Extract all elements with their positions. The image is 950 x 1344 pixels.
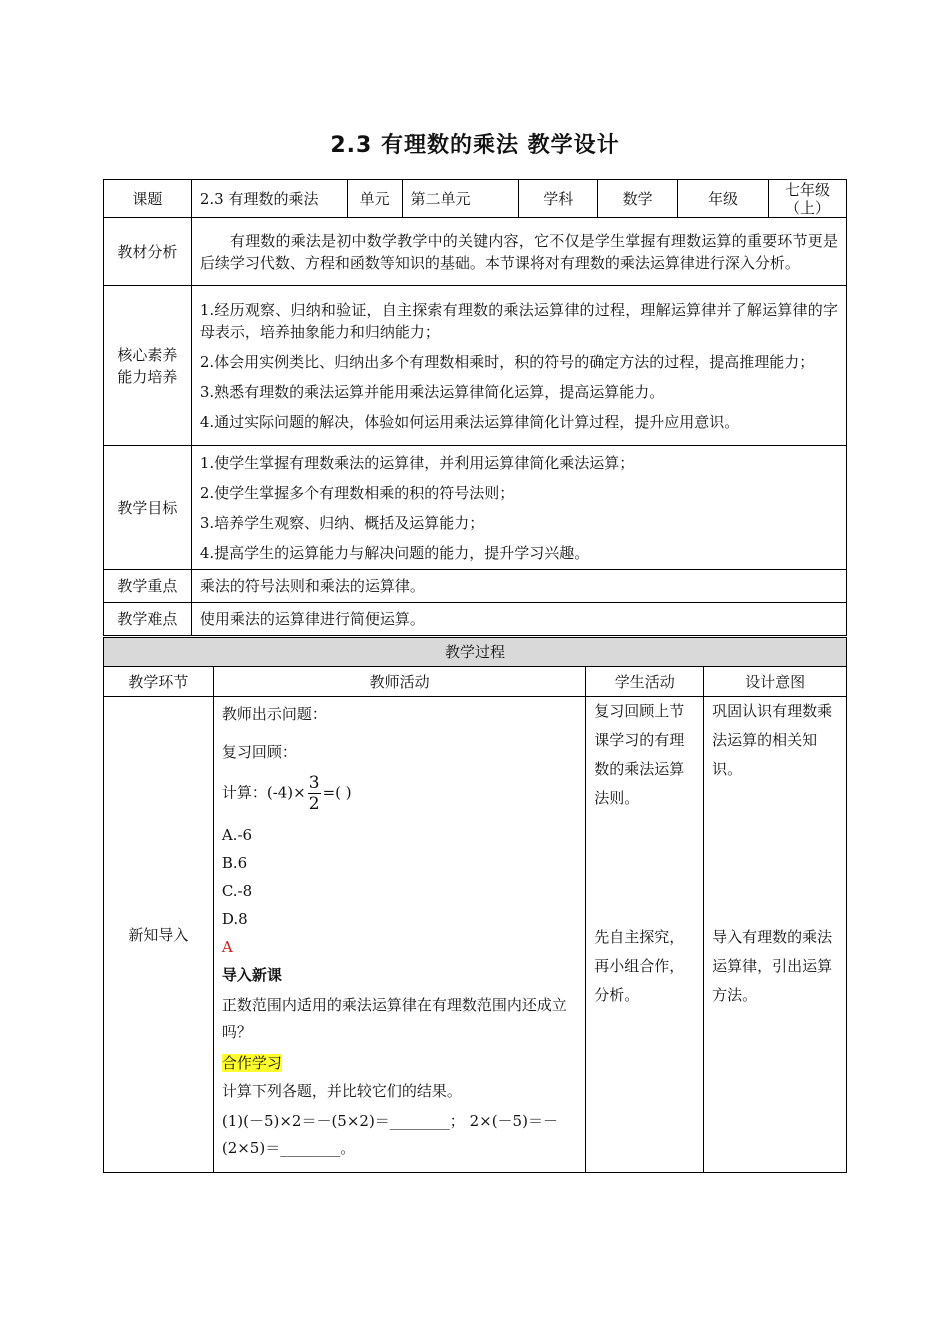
stage-label: 新知导入 bbox=[104, 697, 214, 1173]
design-intent bbox=[704, 697, 847, 1173]
col-stage: 教学环节 bbox=[104, 667, 214, 697]
key-point-text: 乘法的符号法则和乘法的运算律。 bbox=[191, 570, 846, 603]
analysis-row bbox=[104, 218, 847, 286]
grade-value: 七年级（上） bbox=[768, 180, 846, 218]
difficulty-row bbox=[104, 603, 847, 636]
lead-question: 正数范围内适用的乘法运算律在有理数范围内还成立吗？ bbox=[221, 996, 567, 1041]
key-point-row bbox=[104, 570, 847, 603]
fraction-denominator: 2 bbox=[308, 794, 320, 814]
col-student: 学生活动 bbox=[586, 667, 704, 697]
student-explore: 先自主探究，再小组合作，分析。 bbox=[594, 928, 685, 1004]
document-title: 2.3 有理数的乘法 教学设计 bbox=[330, 133, 620, 158]
core-row bbox=[104, 286, 847, 446]
new-lesson-heading: 导入新课 bbox=[221, 966, 282, 984]
course-value: 2.3 有理数的乘法 bbox=[191, 180, 347, 218]
unit-label: 单元 bbox=[347, 180, 402, 218]
goal-item: 2.使学生掌握多个有理数相乘的积的符号法则； bbox=[199, 483, 515, 502]
exercise-1: (1)(－5)×2＝－(5×2)＝________； 2×(－5)＝－(2×5)＝________。 bbox=[221, 1112, 558, 1157]
core-item: 1.经历观察、归纳和验证，自主探索有理数的乘法运算律的过程，理解运算律并了解运算律的字母表示，培养抽象能力和归纳能力； bbox=[199, 300, 838, 341]
goals-row bbox=[104, 446, 847, 570]
intent-review: 巩固认识有理数乘法运算的相关知识。 bbox=[712, 702, 833, 778]
fraction bbox=[308, 773, 321, 814]
subject-value: 数学 bbox=[598, 180, 678, 218]
key-point-label: 教学重点 bbox=[104, 570, 192, 603]
col-intent: 设计意图 bbox=[704, 667, 847, 697]
core-item: 2.体会用实例类比、归纳出多个有理数相乘时，积的符号的确定方法的过程，提高推理能力； bbox=[199, 352, 815, 371]
process-header: 教学过程 bbox=[104, 638, 847, 667]
teacher-intro: 教师出示问题： bbox=[221, 705, 327, 723]
teacher-review: 复习回顾： bbox=[221, 743, 297, 761]
process-row bbox=[104, 697, 847, 1173]
intent-introduce: 导入有理数的乘法运算律，引出运算方法。 bbox=[712, 928, 833, 1004]
option-a: A.-6 bbox=[221, 826, 253, 844]
info-row bbox=[104, 180, 847, 218]
calc-prefix: 计算：(-4)× bbox=[221, 783, 306, 802]
difficulty-label: 教学难点 bbox=[104, 603, 192, 636]
core-item: 4.通过实际问题的解决，体验如何运用乘法运算律简化计算过程，提升应用意识。 bbox=[199, 412, 740, 431]
answer: A bbox=[221, 938, 233, 956]
student-activity bbox=[586, 697, 704, 1173]
core-label: 核心素养能力培养 bbox=[104, 286, 192, 446]
course-label: 课题 bbox=[104, 180, 192, 218]
calc-suffix: =( ) bbox=[322, 783, 352, 802]
fraction-numerator: 3 bbox=[308, 773, 320, 793]
lesson-info-table bbox=[103, 179, 847, 636]
coop-learning-label: 合作学习 bbox=[221, 1054, 282, 1072]
calc-expression bbox=[222, 773, 577, 814]
analysis-label: 教材分析 bbox=[104, 218, 192, 286]
option-b: B.6 bbox=[221, 854, 248, 872]
process-table bbox=[103, 637, 847, 1173]
unit-value: 第二单元 bbox=[402, 180, 519, 218]
process-header-row bbox=[104, 638, 847, 667]
student-review: 复习回顾上节课学习的有理数的乘法运算法则。 bbox=[594, 702, 685, 807]
analysis-text: 有理数的乘法是初中数学教学中的关键内容，它不仅是学生掌握有理数运算的重要环节更是后续学习代数、方程和函数等知识的基础。本节课将对有理数的乘法运算律进行深入分析。 bbox=[199, 231, 838, 272]
goal-item: 3.培养学生观察、归纳、概括及运算能力； bbox=[199, 513, 485, 532]
subject-label: 学科 bbox=[519, 180, 598, 218]
goals-label: 教学目标 bbox=[104, 446, 192, 570]
task-text: 计算下列各题，并比较它们的结果。 bbox=[221, 1082, 462, 1100]
core-item: 3.熟悉有理数的乘法运算并能用乘法运算律简化运算，提高运算能力。 bbox=[199, 382, 665, 401]
option-d: D.8 bbox=[221, 910, 248, 928]
teacher-activity bbox=[213, 697, 585, 1173]
difficulty-text: 使用乘法的运算律进行简便运算。 bbox=[191, 603, 846, 636]
option-c: C.-8 bbox=[221, 882, 253, 900]
process-columns-row bbox=[104, 667, 847, 697]
goal-item: 1.使学生掌握有理数乘法的运算律，并利用运算律简化乘法运算； bbox=[199, 453, 635, 472]
grade-label: 年级 bbox=[678, 180, 769, 218]
col-teacher: 教师活动 bbox=[213, 667, 585, 697]
goal-item: 4.提高学生的运算能力与解决问题的能力，提升学习兴趣。 bbox=[199, 543, 590, 562]
